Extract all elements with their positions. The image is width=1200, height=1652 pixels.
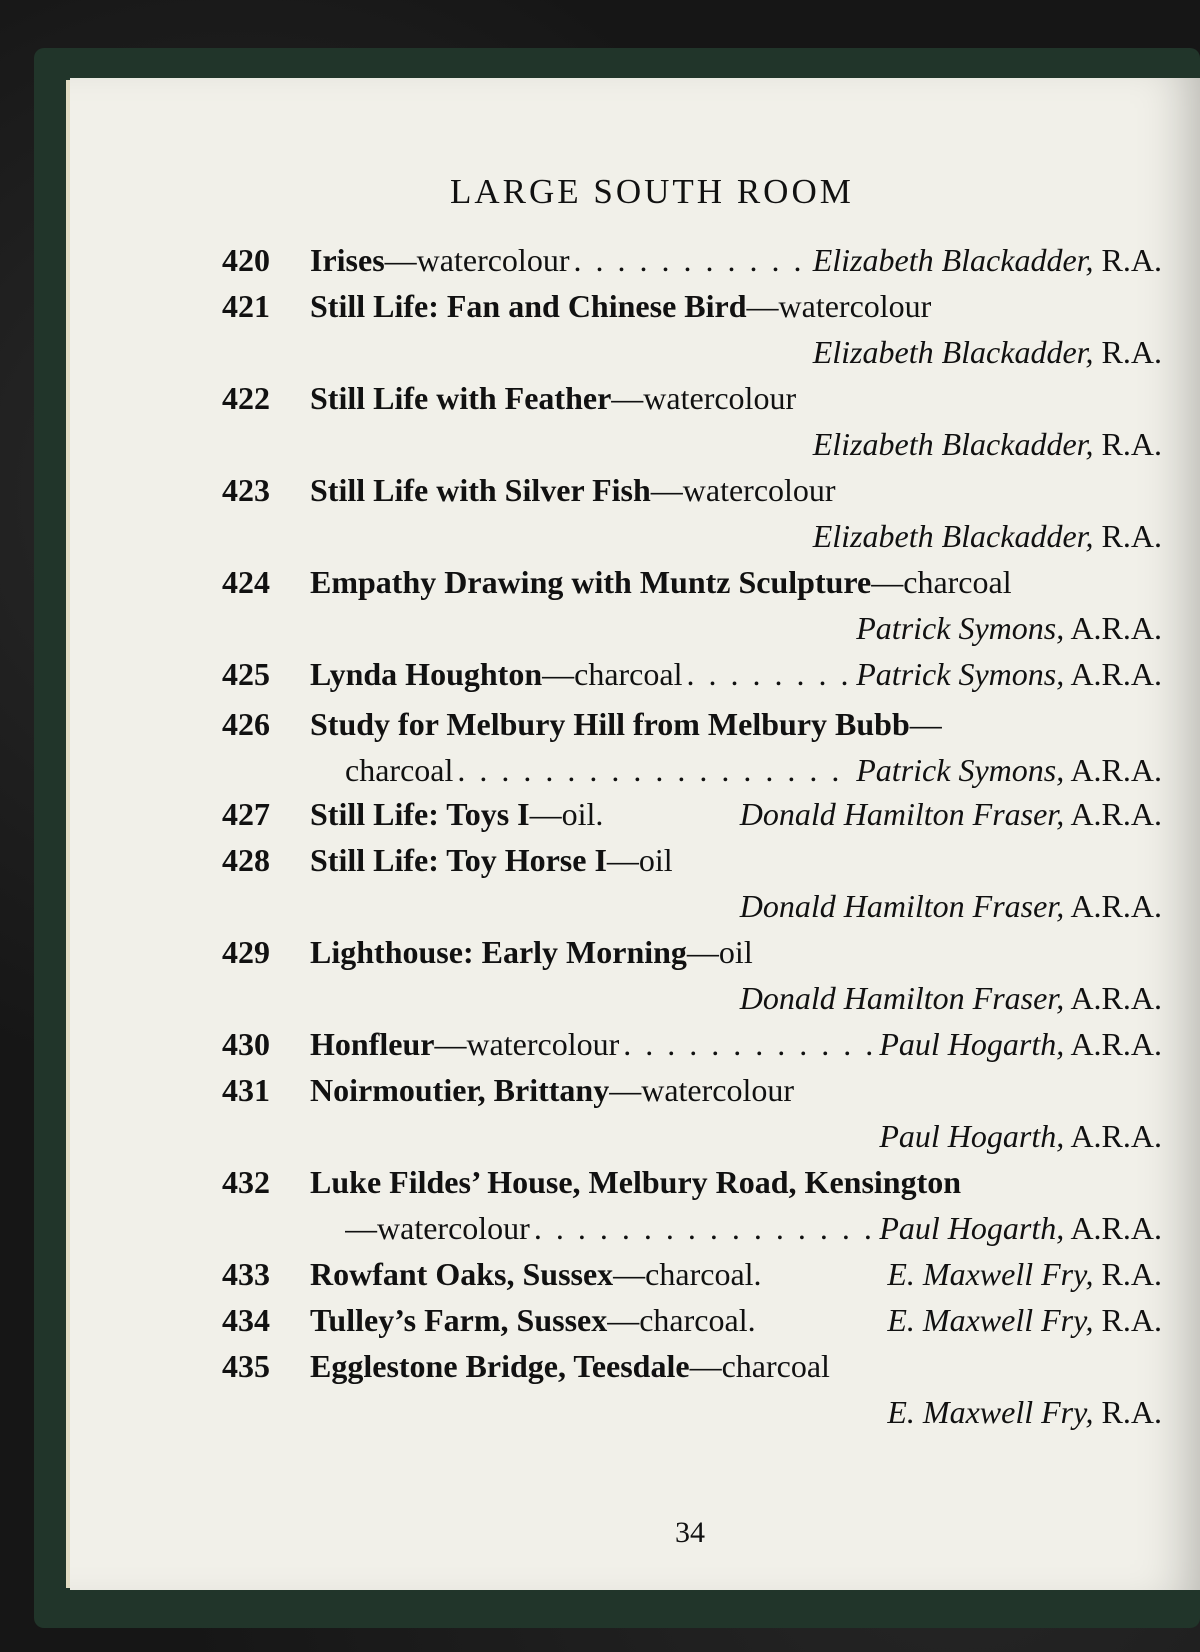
entry-medium: charcoal (345, 752, 454, 788)
entry-title: Study for Melbury Hill from Melbury Bubb (310, 706, 910, 742)
leader-dots (573, 242, 808, 279)
entry-medium: —watercolour (746, 288, 932, 324)
entry-artist: Paul Hogarth, (879, 1210, 1065, 1246)
entry-432 (0, 1164, 1200, 1208)
page-title: LARGE SOUTH ROOM (450, 172, 854, 211)
entry-426 (0, 706, 1200, 750)
entry-428 (0, 842, 1200, 886)
entry-artist: Patrick Symons, (856, 610, 1065, 646)
entry-title: Tulley’s Farm, Sussex (310, 1302, 608, 1338)
entry-title: Lighthouse: Early Morning (310, 934, 687, 970)
entry-number: 427 (222, 796, 270, 832)
entry-honour: R.A. (1101, 1302, 1162, 1338)
entry-honour: A.R.A. (1070, 796, 1162, 832)
entry-artist: E. Maxwell Fry, (887, 1394, 1094, 1430)
entry-423 (0, 472, 1200, 516)
entry-428-artist-line (0, 888, 1200, 932)
entry-artist: Elizabeth Blackadder, (812, 518, 1094, 554)
entry-medium: —charcoal (542, 656, 683, 692)
entry-number: 428 (222, 842, 270, 878)
entry-medium: —charcoal (689, 1348, 830, 1384)
entry-434 (0, 1302, 1200, 1346)
entry-honour: R.A. (1101, 1394, 1162, 1430)
entry-433 (0, 1256, 1200, 1300)
entry-421 (0, 288, 1200, 332)
entry-title: Honfleur (310, 1026, 435, 1062)
entry-medium: —watercolour (650, 472, 836, 508)
entry-431 (0, 1072, 1200, 1116)
leader-dots (457, 752, 852, 789)
leader-dots (686, 656, 852, 693)
entry-medium: —oil (606, 842, 673, 878)
entry-title: Still Life: Fan and Chinese Bird (310, 288, 747, 324)
entry-honour: A.R.A. (1070, 1026, 1162, 1062)
entry-honour: R.A. (1101, 518, 1162, 554)
entry-medium: —charcoal (871, 564, 1012, 600)
entry-honour: A.R.A. (1070, 1118, 1162, 1154)
entry-medium: —charcoal. (613, 1256, 762, 1292)
entry-artist: Donald Hamilton Fraser, (739, 796, 1065, 832)
entry-title: Still Life with Silver Fish (310, 472, 651, 508)
entry-artist: Patrick Symons, (856, 656, 1065, 692)
entry-title: Still Life with Feather (310, 380, 612, 416)
entry-honour: A.R.A. (1070, 1210, 1162, 1246)
leader-dots (534, 1210, 876, 1247)
entry-title: Luke Fildes’ House, Melbury Road, Kensington (310, 1164, 962, 1200)
entry-artist: E. Maxwell Fry, (887, 1302, 1094, 1338)
entry-artist: E. Maxwell Fry, (887, 1256, 1094, 1292)
entry-honour: R.A. (1101, 334, 1162, 370)
entry-424-artist-line (0, 610, 1200, 654)
entry-artist: Donald Hamilton Fraser, (739, 980, 1065, 1016)
entry-number: 422 (222, 380, 270, 416)
entry-medium: —charcoal. (607, 1302, 756, 1338)
entry-number: 430 (222, 1026, 270, 1062)
entry-420 (0, 242, 1200, 286)
entry-medium: —watercolour (384, 242, 570, 278)
entry-432-continuation (0, 1210, 1200, 1254)
entry-number: 431 (222, 1072, 270, 1108)
entry-number: 434 (222, 1302, 270, 1338)
leader-dots (623, 1026, 875, 1063)
entry-430 (0, 1026, 1200, 1070)
entry-423-artist-line (0, 518, 1200, 562)
entry-artist: Elizabeth Blackadder, (812, 426, 1094, 462)
entry-421-artist-line (0, 334, 1200, 378)
entry-title: Rowfant Oaks, Sussex (310, 1256, 614, 1292)
entry-number: 420 (222, 242, 270, 278)
entry-artist: Patrick Symons, (856, 752, 1065, 788)
entry-title: Lynda Houghton (310, 656, 543, 692)
entry-honour: A.R.A. (1070, 980, 1162, 1016)
entry-honour: R.A. (1101, 426, 1162, 462)
entry-medium: —watercolour (434, 1026, 620, 1062)
entry-artist: Paul Hogarth, (879, 1026, 1065, 1062)
entry-422-artist-line (0, 426, 1200, 470)
entry-honour: R.A. (1101, 1256, 1162, 1292)
entry-number: 435 (222, 1348, 270, 1384)
entry-429 (0, 934, 1200, 978)
entry-425 (0, 656, 1200, 700)
entry-artist: Paul Hogarth, (879, 1118, 1065, 1154)
entry-artist: Elizabeth Blackadder, (812, 242, 1094, 278)
entry-number: 426 (222, 706, 270, 742)
entry-honour: A.R.A. (1070, 888, 1162, 924)
entry-dash: — (909, 706, 942, 742)
entry-427 (0, 796, 1200, 840)
entry-title: Noirmoutier, Brittany (310, 1072, 610, 1108)
entry-number: 432 (222, 1164, 270, 1200)
entry-435 (0, 1348, 1200, 1392)
entry-honour: A.R.A. (1070, 610, 1162, 646)
entry-title: Still Life: Toys I (310, 796, 530, 832)
entry-number: 421 (222, 288, 270, 324)
entry-number: 429 (222, 934, 270, 970)
entry-medium: —oil. (529, 796, 604, 832)
entry-title: Still Life: Toy Horse I (310, 842, 607, 878)
entry-medium: —oil (686, 934, 753, 970)
entry-number: 424 (222, 564, 270, 600)
entry-honour: A.R.A. (1070, 752, 1162, 788)
entry-424 (0, 564, 1200, 608)
entry-honour: R.A. (1101, 242, 1162, 278)
entry-number: 433 (222, 1256, 270, 1292)
entry-medium: —watercolour (611, 380, 797, 416)
entry-title: Irises (310, 242, 385, 278)
entry-artist: Elizabeth Blackadder, (812, 334, 1094, 370)
entry-honour: A.R.A. (1070, 656, 1162, 692)
entry-422 (0, 380, 1200, 424)
entry-medium: —watercolour (609, 1072, 795, 1108)
entry-number: 423 (222, 472, 270, 508)
entry-number: 425 (222, 656, 270, 692)
entry-artist: Donald Hamilton Fraser, (739, 888, 1065, 924)
entry-431-artist-line (0, 1118, 1200, 1162)
entry-429-artist-line (0, 980, 1200, 1024)
entry-title: Egglestone Bridge, Teesdale (310, 1348, 690, 1384)
entry-426-continuation (0, 752, 1200, 796)
entry-435-artist-line (0, 1394, 1200, 1438)
entry-title: Empathy Drawing with Muntz Sculpture (310, 564, 872, 600)
entry-medium: —watercolour (345, 1210, 530, 1246)
page-number: 34 (675, 1516, 705, 1549)
